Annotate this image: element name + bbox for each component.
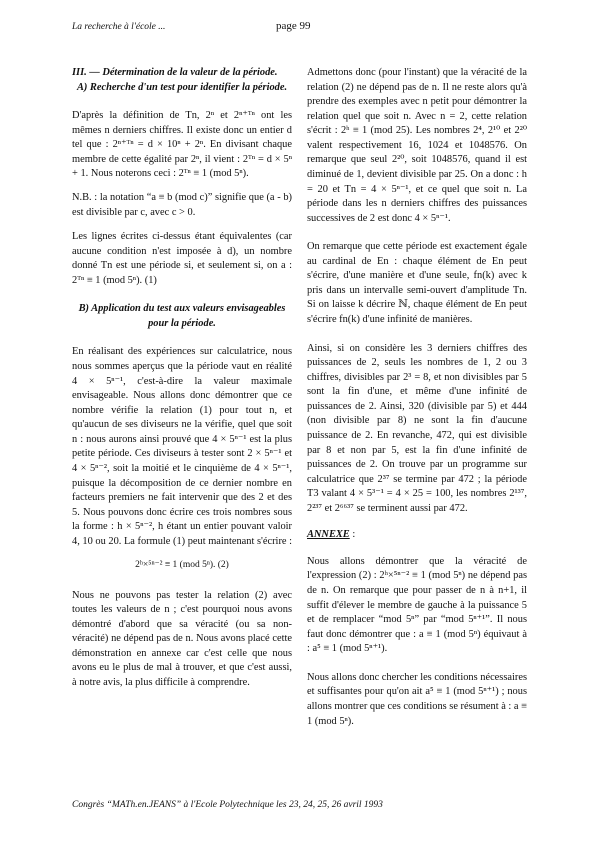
annexe-label: ANNEXE bbox=[307, 529, 350, 541]
section-heading-title: III. — Détermination de la valeur de la période. bbox=[72, 67, 278, 78]
paragraph-admettons: Admettons donc (pour l'instant) que la véracité de la relation (2) ne dépend pas de n. Il ne reste alors qu'à prendre des exemples avec n petit pour démontrer la relation quel que soit n. Avec n = 2, cette relation s'écrit : 2ʰ ≡ 1 (mod 25). Les nombres 2⁴, 2¹⁰ et 2²⁰ valent respectivement 16, 1024 et 1048576. On remarque que seul 2²⁰, soit 1048576, quand il est diminué de 1, devient divisible par 25. On a donc : h = 20 et Tn = 4 × 5ⁿ⁻¹, et ce quel que soit n. La période dans les n derniers chiffres des puissances successives de 2 est donc 4 × 5ⁿ⁻¹. bbox=[307, 67, 527, 224]
right-column bbox=[307, 66, 527, 739]
paragraph-definition: D'après la définition de Tn, 2ⁿ et 2ⁿ⁺ᵀⁿ ont les mêmes n derniers chiffres. Il existe donc un entier d tel que : 2ⁿ⁺ᵀⁿ = d × 10ⁿ + 2ⁿ. En divisant chaque membre de cette égalité par 2ⁿ, il vient : 2ᵀⁿ = d × 5ⁿ + 1. Nous noterons ceci : 2ᵀⁿ ≡ 1 (mod 5ⁿ). bbox=[72, 110, 292, 180]
paragraph-nb: N.B. : la notation “a ≡ b (mod c)” signifie que (a - b) est divisible par c, avec c > 0. bbox=[72, 192, 292, 218]
subsection-heading-b: B) Application du test aux valeurs envisageables pour la période. bbox=[78, 303, 286, 329]
paragraph-annexe-intro: Nous ne pouvons pas tester la relation (2) avec toutes les valeurs de n ; c'est pourquoi nous avons démontré d'abord que sa véracité (ou sa non-véracité) ne dépend pas de n. Nous avons placé cette démonstration en annexe car c'est celle que nous avons eu le plus de mal à trouver, et que c'est aussi, à notre avis, la plus difficile à comprendre. bbox=[72, 589, 292, 688]
running-title: La recherche à l'école ... bbox=[72, 22, 166, 32]
paragraph-equivalence: Les lignes écrites ci-dessus étant équivalentes (car aucune condition n'est imposée à d), un nombre donné Tn est une période si, et seulement si, on a : 2ᵀⁿ ≡ 1 (mod 5ⁿ). (1) bbox=[72, 231, 292, 286]
paragraph-annexe-conditions: Nous allons donc chercher les conditions nécessaires et suffisantes pour qu'on ait a⁵ ≡ 1 (mod 5ⁿ⁺¹) ; nous allons montrer que ces conditions se résument à : a ≡ 1 (mod 5ⁿ). bbox=[307, 671, 527, 727]
formula-2: 2ʰ×⁵ⁿ⁻² ≡ 1 (mod 5ⁿ). (2) bbox=[135, 560, 229, 571]
paragraph-example-472: Ainsi, si on considère les 3 derniers chiffres des puissances de 2, seuls les nombres de 1, 2 ou 3 chiffres, divisibles par 2³ = 8, et non divisibles par 5 sont la fin d'une, et même d'une infinité de puissances de 2. Ainsi, 320 (divisible par 5) et 444 (non divisible par 8) ne sont la fin d'aucune puissance de 2. En revanche, 472, qui est divisible par 8 et non par 5, est la fin d'une infinité de puissances de 2. On trouve par un programme sur calculatrice que 2³⁷ se termine par 472 ; la période T3 valant 4 × 5³⁻¹ = 4 × 25 = 100, les nombres 2¹³⁷, 2²³⁷ et 2⁶⁶³⁷ se terminent aussi par 472. bbox=[307, 342, 527, 514]
paragraph-annexe-proof: Nous allons démontrer que la véracité de l'expression (2) : 2ʰ×⁵ⁿ⁻² ≡ 1 (mod 5ⁿ) ne dépend pas de n. On remarque que pour passer de n à n+1, il suffit d'élever le membre de gauche à la puissance 5 et de remplacer “mod 5ⁿ” par “mod 5ⁿ⁺¹”. Il nous faut donc démontrer que : a ≡ 1 (mod 5ⁿ) équivaut à : a⁵ ≡ 1 (mod 5ⁿ⁺¹). bbox=[307, 555, 527, 655]
annexe-heading bbox=[307, 528, 527, 543]
annexe-colon: : bbox=[349, 529, 356, 541]
subsection-heading-a: A) Recherche d'un test pour identifier la période. bbox=[76, 81, 288, 93]
section-heading bbox=[72, 66, 292, 95]
page-number: page 99 bbox=[276, 20, 311, 32]
page-header bbox=[72, 20, 527, 36]
paragraph-cardinal: On remarque que cette période est exactement égale au cardinal de En : chaque élément de En peut s'écrire, d'une manière et d'une seule, fn(k) avec k pris dans un intervalle semi-ouvert d'amplitude Tn. Si on laisse k décrire ℕ, chaque élément de En peut s'écrire fn(k) d'une infinité de manières. bbox=[307, 241, 527, 325]
left-column bbox=[72, 66, 292, 700]
paragraph-experiments: En réalisant des expériences sur calculatrice, nous nous sommes aperçus que la période vaut en réalité 4 × 5ⁿ⁻¹, c'est-à-dire la valeur maximale envisageable. Nous allons donc démontrer que ce nombre vérifie la relation (1) pour tout n, et qu'aucun de ses diviseurs ne la vérifie, quel que soit n : nous aurons ainsi prouvé que 4 × 5ⁿ⁻¹ est la plus petite période. Ces diviseurs à tester sont 2 × 5ⁿ⁻¹ et 4 × 5ⁿ⁻², soit la moitié et le cinquième de 4 × 5ⁿ⁻¹, puisque la décomposition de ce dernier nombre en facteurs premiers ne fait intervenir que des 2 et des 5. Nous pouvons donc écrire ces trois nombres sous la forme : h × 5ⁿ⁻², h étant un entier pouvant valoir 4, 10 ou 20. La formule (1) peut maintenant s'écrire : bbox=[72, 346, 293, 547]
page-footer: Congrès “MATh.en.JEANS” à l'Ecole Polytechnique les 23, 24, 25, 26 avril 1993 bbox=[72, 800, 383, 810]
